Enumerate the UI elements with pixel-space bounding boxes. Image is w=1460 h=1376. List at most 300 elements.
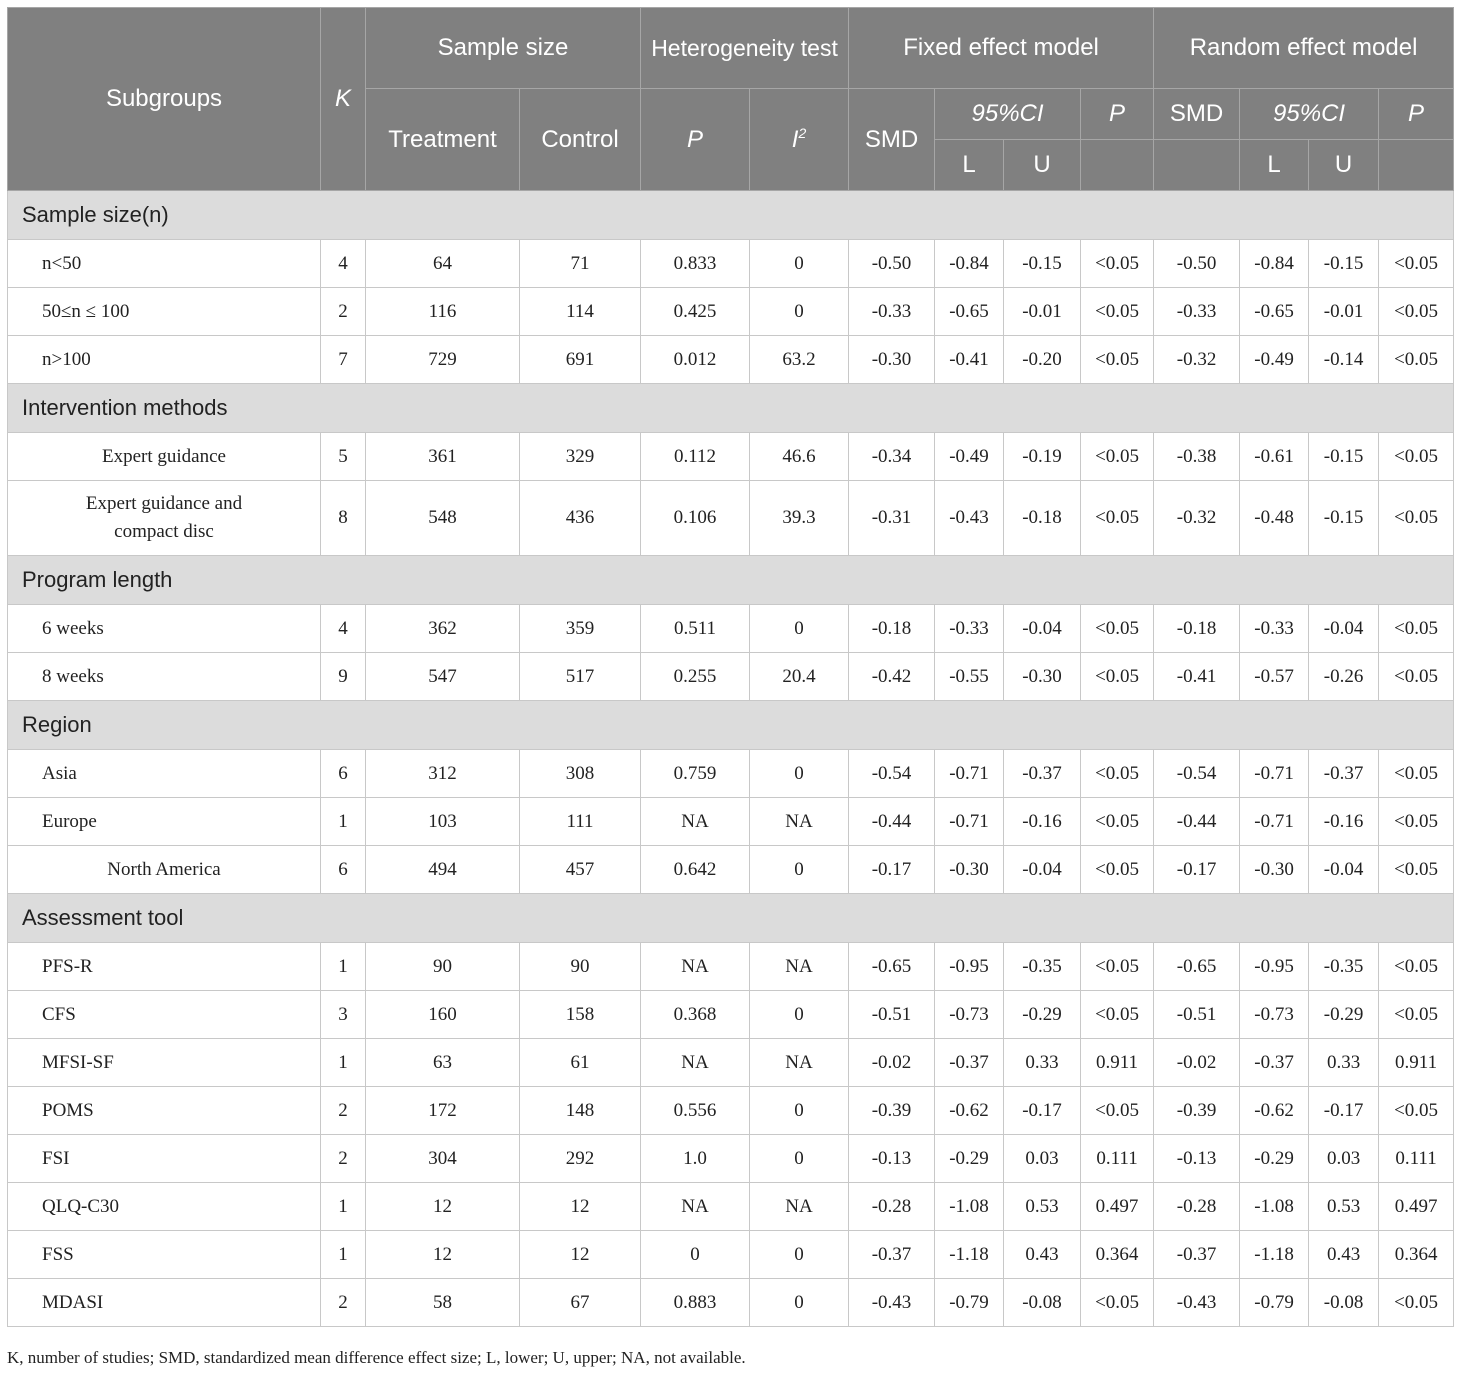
- table-row: [8, 653, 1454, 701]
- subgroup-label: QLQ-C30: [8, 1183, 321, 1231]
- cell-treatment: 12: [366, 1231, 520, 1279]
- section-header-row: [8, 701, 1454, 750]
- cell-treatment: 160: [366, 991, 520, 1039]
- cell-het-p: 1.0: [641, 1135, 750, 1183]
- cell-i2: 0: [750, 240, 849, 288]
- cell-r-l: -0.29: [1240, 1135, 1309, 1183]
- cell-f-u: -0.16: [1004, 798, 1081, 846]
- cell-f-l: -0.95: [935, 943, 1004, 991]
- cell-het-p: NA: [641, 1183, 750, 1231]
- cell-r-u: -0.17: [1309, 1087, 1379, 1135]
- cell-r-u: -0.15: [1309, 433, 1379, 481]
- table-footnote: K, number of studies; SMD, standardized mean difference effect size; L, lower; U, upper; NA, not available.: [7, 1348, 746, 1367]
- cell-f-l: -0.73: [935, 991, 1004, 1039]
- cell-f-u: -0.30: [1004, 653, 1081, 701]
- header-i2: [750, 89, 849, 191]
- cell-f-l: -1.18: [935, 1231, 1004, 1279]
- cell-f-l: -0.49: [935, 433, 1004, 481]
- cell-k: 2: [321, 1279, 366, 1327]
- section-header-row: [8, 191, 1454, 240]
- cell-f-u: -0.20: [1004, 336, 1081, 384]
- table-row: [8, 1039, 1454, 1087]
- header-random-upper: U: [1309, 140, 1379, 191]
- cell-i2: 63.2: [750, 336, 849, 384]
- cell-r-smd: -0.17: [1154, 846, 1240, 894]
- section-title: Sample size(n): [8, 191, 1454, 240]
- cell-control: 292: [520, 1135, 641, 1183]
- cell-f-u: -0.15: [1004, 240, 1081, 288]
- cell-i2: 0: [750, 1231, 849, 1279]
- cell-f-smd: -0.33: [849, 288, 935, 336]
- cell-f-smd: -0.65: [849, 943, 935, 991]
- cell-f-u: 0.03: [1004, 1135, 1081, 1183]
- header-random-smd: SMD: [1154, 89, 1240, 140]
- subgroup-label: MDASI: [8, 1279, 321, 1327]
- cell-r-u: -0.26: [1309, 653, 1379, 701]
- subgroup-label: Expert guidance and compact disc: [8, 481, 321, 556]
- table-row: [8, 1135, 1454, 1183]
- cell-control: 691: [520, 336, 641, 384]
- cell-r-p: <0.05: [1379, 288, 1454, 336]
- cell-f-l: -0.37: [935, 1039, 1004, 1087]
- cell-k: 1: [321, 943, 366, 991]
- subgroup-label: Europe: [8, 798, 321, 846]
- table-body: [8, 191, 1454, 1327]
- header-treatment: Treatment: [366, 89, 520, 191]
- cell-i2: 20.4: [750, 653, 849, 701]
- header-random-lower: L: [1240, 140, 1309, 191]
- cell-r-l: -1.08: [1240, 1183, 1309, 1231]
- cell-k: 1: [321, 798, 366, 846]
- cell-r-u: -0.15: [1309, 240, 1379, 288]
- cell-control: 71: [520, 240, 641, 288]
- cell-f-l: -0.33: [935, 605, 1004, 653]
- cell-r-p: <0.05: [1379, 240, 1454, 288]
- cell-r-u: -0.04: [1309, 605, 1379, 653]
- subgroup-label: n<50: [8, 240, 321, 288]
- cell-treatment: 172: [366, 1087, 520, 1135]
- cell-control: 114: [520, 288, 641, 336]
- cell-r-smd: -0.39: [1154, 1087, 1240, 1135]
- cell-f-p: <0.05: [1081, 991, 1154, 1039]
- cell-f-u: 0.33: [1004, 1039, 1081, 1087]
- cell-i2: 0: [750, 1279, 849, 1327]
- header-random-effect-model: Random effect model: [1154, 8, 1454, 89]
- cell-r-u: -0.35: [1309, 943, 1379, 991]
- header-fixed-upper: U: [1004, 140, 1081, 191]
- cell-control: 148: [520, 1087, 641, 1135]
- cell-r-smd: -0.54: [1154, 750, 1240, 798]
- section-title: Region: [8, 701, 1454, 750]
- cell-f-smd: -0.44: [849, 798, 935, 846]
- cell-f-smd: -0.17: [849, 846, 935, 894]
- cell-control: 517: [520, 653, 641, 701]
- cell-f-p: <0.05: [1081, 288, 1154, 336]
- cell-r-smd: -0.38: [1154, 433, 1240, 481]
- cell-control: 90: [520, 943, 641, 991]
- header-i2-letter: I: [791, 126, 799, 153]
- cell-het-p: 0: [641, 1231, 750, 1279]
- cell-i2: 0: [750, 846, 849, 894]
- subgroup-label: FSS: [8, 1231, 321, 1279]
- cell-het-p: NA: [641, 943, 750, 991]
- cell-i2: 0: [750, 1087, 849, 1135]
- cell-r-u: 0.03: [1309, 1135, 1379, 1183]
- cell-f-smd: -0.18: [849, 605, 935, 653]
- header-random-p: P: [1379, 89, 1454, 140]
- cell-r-p: <0.05: [1379, 605, 1454, 653]
- cell-control: 67: [520, 1279, 641, 1327]
- header-control: Control: [520, 89, 641, 191]
- cell-r-l: -0.84: [1240, 240, 1309, 288]
- cell-f-u: -0.35: [1004, 943, 1081, 991]
- cell-r-smd: -0.33: [1154, 288, 1240, 336]
- cell-f-l: -0.43: [935, 481, 1004, 556]
- cell-f-l: -0.84: [935, 240, 1004, 288]
- cell-r-smd: -0.50: [1154, 240, 1240, 288]
- subgroup-label: n>100: [8, 336, 321, 384]
- table-row: [8, 433, 1454, 481]
- subgroup-label: Asia: [8, 750, 321, 798]
- header-random-p-spacer: [1379, 140, 1454, 191]
- cell-het-p: 0.883: [641, 1279, 750, 1327]
- cell-k: 1: [321, 1183, 366, 1231]
- cell-k: 1: [321, 1039, 366, 1087]
- cell-i2: 0: [750, 991, 849, 1039]
- cell-f-smd: -0.51: [849, 991, 935, 1039]
- cell-i2: NA: [750, 1039, 849, 1087]
- cell-het-p: 0.255: [641, 653, 750, 701]
- cell-r-p: <0.05: [1379, 798, 1454, 846]
- cell-r-u: -0.01: [1309, 288, 1379, 336]
- cell-r-l: -0.65: [1240, 288, 1309, 336]
- table-header: [8, 8, 1454, 191]
- table-row: [8, 750, 1454, 798]
- cell-i2: NA: [750, 943, 849, 991]
- cell-f-smd: -0.42: [849, 653, 935, 701]
- cell-r-smd: -0.44: [1154, 798, 1240, 846]
- header-sample-size: Sample size: [366, 8, 641, 89]
- cell-k: 8: [321, 481, 366, 556]
- table-row: [8, 288, 1454, 336]
- cell-r-p: 0.111: [1379, 1135, 1454, 1183]
- cell-het-p: 0.511: [641, 605, 750, 653]
- cell-treatment: 494: [366, 846, 520, 894]
- section-title: Intervention methods: [8, 384, 1454, 433]
- section-header-row: [8, 894, 1454, 943]
- cell-treatment: 63: [366, 1039, 520, 1087]
- subgroup-label: MFSI-SF: [8, 1039, 321, 1087]
- cell-f-p: <0.05: [1081, 433, 1154, 481]
- cell-f-smd: -0.31: [849, 481, 935, 556]
- cell-f-p: 0.364: [1081, 1231, 1154, 1279]
- cell-r-l: -0.71: [1240, 750, 1309, 798]
- cell-r-p: <0.05: [1379, 943, 1454, 991]
- cell-i2: NA: [750, 798, 849, 846]
- cell-i2: 0: [750, 288, 849, 336]
- cell-f-l: -0.71: [935, 750, 1004, 798]
- cell-f-p: <0.05: [1081, 1087, 1154, 1135]
- cell-het-p: 0.368: [641, 991, 750, 1039]
- cell-r-smd: -0.41: [1154, 653, 1240, 701]
- cell-f-smd: -0.37: [849, 1231, 935, 1279]
- subgroup-label: PFS-R: [8, 943, 321, 991]
- cell-k: 6: [321, 750, 366, 798]
- cell-r-l: -0.57: [1240, 653, 1309, 701]
- cell-control: 457: [520, 846, 641, 894]
- cell-het-p: 0.425: [641, 288, 750, 336]
- cell-f-u: -0.04: [1004, 846, 1081, 894]
- subgroup-label: Expert guidance: [8, 433, 321, 481]
- cell-k: 4: [321, 605, 366, 653]
- cell-r-l: -0.62: [1240, 1087, 1309, 1135]
- cell-treatment: 304: [366, 1135, 520, 1183]
- cell-r-p: <0.05: [1379, 481, 1454, 556]
- cell-f-l: -0.30: [935, 846, 1004, 894]
- cell-f-u: -0.18: [1004, 481, 1081, 556]
- cell-r-p: <0.05: [1379, 1087, 1454, 1135]
- cell-r-l: -0.33: [1240, 605, 1309, 653]
- subgroup-label: FSI: [8, 1135, 321, 1183]
- cell-k: 2: [321, 1087, 366, 1135]
- cell-r-p: 0.364: [1379, 1231, 1454, 1279]
- cell-f-u: -0.19: [1004, 433, 1081, 481]
- cell-r-smd: -0.32: [1154, 481, 1240, 556]
- cell-r-l: -0.49: [1240, 336, 1309, 384]
- cell-f-p: <0.05: [1081, 846, 1154, 894]
- cell-r-p: <0.05: [1379, 750, 1454, 798]
- table-row: [8, 336, 1454, 384]
- cell-het-p: 0.112: [641, 433, 750, 481]
- cell-f-u: -0.17: [1004, 1087, 1081, 1135]
- cell-treatment: 361: [366, 433, 520, 481]
- cell-r-l: -0.37: [1240, 1039, 1309, 1087]
- header-fixed-p: P: [1081, 89, 1154, 140]
- cell-control: 111: [520, 798, 641, 846]
- table-row: [8, 240, 1454, 288]
- header-het-p: P: [641, 89, 750, 191]
- subgroup-label: 6 weeks: [8, 605, 321, 653]
- table-container: [7, 7, 1453, 1327]
- cell-k: 2: [321, 1135, 366, 1183]
- cell-r-l: -0.73: [1240, 991, 1309, 1039]
- cell-r-smd: -0.18: [1154, 605, 1240, 653]
- table-row: [8, 991, 1454, 1039]
- header-fixed-effect-model: Fixed effect model: [849, 8, 1154, 89]
- cell-f-smd: -0.28: [849, 1183, 935, 1231]
- cell-f-u: 0.53: [1004, 1183, 1081, 1231]
- cell-treatment: 116: [366, 288, 520, 336]
- section-title: Assessment tool: [8, 894, 1454, 943]
- subgroup-label: 50≤n ≤ 100: [8, 288, 321, 336]
- cell-treatment: 362: [366, 605, 520, 653]
- cell-f-p: <0.05: [1081, 336, 1154, 384]
- cell-f-l: -0.79: [935, 1279, 1004, 1327]
- cell-r-p: <0.05: [1379, 653, 1454, 701]
- cell-treatment: 58: [366, 1279, 520, 1327]
- cell-f-l: -0.71: [935, 798, 1004, 846]
- cell-treatment: 312: [366, 750, 520, 798]
- header-heterogeneity-test: Heterogeneity test: [641, 8, 849, 89]
- cell-het-p: 0.012: [641, 336, 750, 384]
- cell-r-u: -0.16: [1309, 798, 1379, 846]
- cell-f-l: -0.65: [935, 288, 1004, 336]
- section-header-row: [8, 384, 1454, 433]
- cell-f-p: <0.05: [1081, 653, 1154, 701]
- cell-het-p: 0.556: [641, 1087, 750, 1135]
- cell-control: 436: [520, 481, 641, 556]
- table-row: [8, 1279, 1454, 1327]
- cell-f-u: 0.43: [1004, 1231, 1081, 1279]
- cell-control: 308: [520, 750, 641, 798]
- header-random-95ci: 95%CI: [1240, 89, 1379, 140]
- cell-f-p: <0.05: [1081, 605, 1154, 653]
- cell-i2: NA: [750, 1183, 849, 1231]
- cell-f-p: <0.05: [1081, 798, 1154, 846]
- cell-f-smd: -0.43: [849, 1279, 935, 1327]
- cell-f-u: -0.29: [1004, 991, 1081, 1039]
- cell-treatment: 64: [366, 240, 520, 288]
- cell-r-p: 0.497: [1379, 1183, 1454, 1231]
- cell-treatment: 12: [366, 1183, 520, 1231]
- header-fixed-smd: SMD: [849, 89, 935, 191]
- cell-k: 9: [321, 653, 366, 701]
- cell-treatment: 548: [366, 481, 520, 556]
- table-row: [8, 846, 1454, 894]
- cell-het-p: 0.642: [641, 846, 750, 894]
- cell-treatment: 103: [366, 798, 520, 846]
- header-fixed-95ci: 95%CI: [935, 89, 1081, 140]
- header-random-smd-spacer: [1154, 140, 1240, 191]
- cell-i2: 0: [750, 605, 849, 653]
- cell-het-p: 0.106: [641, 481, 750, 556]
- cell-r-smd: -0.37: [1154, 1231, 1240, 1279]
- cell-f-smd: -0.02: [849, 1039, 935, 1087]
- subgroup-label: POMS: [8, 1087, 321, 1135]
- subgroup-label: 8 weeks: [8, 653, 321, 701]
- cell-r-p: <0.05: [1379, 991, 1454, 1039]
- cell-k: 3: [321, 991, 366, 1039]
- cell-i2: 46.6: [750, 433, 849, 481]
- cell-r-l: -0.79: [1240, 1279, 1309, 1327]
- cell-r-l: -0.30: [1240, 846, 1309, 894]
- cell-f-smd: -0.30: [849, 336, 935, 384]
- cell-r-l: -0.95: [1240, 943, 1309, 991]
- cell-f-smd: -0.34: [849, 433, 935, 481]
- cell-f-p: <0.05: [1081, 240, 1154, 288]
- cell-treatment: 90: [366, 943, 520, 991]
- cell-k: 1: [321, 1231, 366, 1279]
- table-row: [8, 1087, 1454, 1135]
- table-row: [8, 1231, 1454, 1279]
- cell-r-u: -0.14: [1309, 336, 1379, 384]
- cell-control: 158: [520, 991, 641, 1039]
- subgroup-analysis-table: [7, 7, 1454, 1327]
- header-k: K: [321, 8, 366, 191]
- cell-f-smd: -0.50: [849, 240, 935, 288]
- section-header-row: [8, 556, 1454, 605]
- cell-f-p: 0.111: [1081, 1135, 1154, 1183]
- cell-f-u: -0.04: [1004, 605, 1081, 653]
- cell-control: 61: [520, 1039, 641, 1087]
- table-row: [8, 943, 1454, 991]
- table-row: [8, 798, 1454, 846]
- cell-r-u: -0.15: [1309, 481, 1379, 556]
- cell-control: 12: [520, 1183, 641, 1231]
- cell-f-l: -1.08: [935, 1183, 1004, 1231]
- cell-r-smd: -0.32: [1154, 336, 1240, 384]
- cell-r-u: 0.53: [1309, 1183, 1379, 1231]
- cell-r-smd: -0.51: [1154, 991, 1240, 1039]
- cell-f-smd: -0.54: [849, 750, 935, 798]
- cell-r-smd: -0.02: [1154, 1039, 1240, 1087]
- header-fixed-lower: L: [935, 140, 1004, 191]
- cell-r-smd: -0.13: [1154, 1135, 1240, 1183]
- cell-f-u: -0.37: [1004, 750, 1081, 798]
- cell-r-p: 0.911: [1379, 1039, 1454, 1087]
- table-row: [8, 605, 1454, 653]
- cell-r-smd: -0.65: [1154, 943, 1240, 991]
- cell-treatment: 729: [366, 336, 520, 384]
- cell-f-smd: -0.13: [849, 1135, 935, 1183]
- subgroup-label: CFS: [8, 991, 321, 1039]
- cell-r-u: -0.37: [1309, 750, 1379, 798]
- cell-i2: 0: [750, 750, 849, 798]
- cell-k: 6: [321, 846, 366, 894]
- cell-f-l: -0.41: [935, 336, 1004, 384]
- cell-r-p: <0.05: [1379, 433, 1454, 481]
- cell-r-u: 0.33: [1309, 1039, 1379, 1087]
- cell-k: 5: [321, 433, 366, 481]
- header-i2-superscript: 2: [798, 125, 807, 141]
- cell-control: 359: [520, 605, 641, 653]
- cell-i2: 39.3: [750, 481, 849, 556]
- cell-het-p: NA: [641, 798, 750, 846]
- cell-r-u: 0.43: [1309, 1231, 1379, 1279]
- cell-k: 7: [321, 336, 366, 384]
- cell-r-l: -0.61: [1240, 433, 1309, 481]
- cell-het-p: 0.833: [641, 240, 750, 288]
- header-subgroups: Subgroups: [8, 8, 321, 191]
- section-title: Program length: [8, 556, 1454, 605]
- table-row: [8, 481, 1454, 556]
- cell-f-p: <0.05: [1081, 1279, 1154, 1327]
- cell-r-p: <0.05: [1379, 846, 1454, 894]
- cell-f-u: -0.01: [1004, 288, 1081, 336]
- cell-r-smd: -0.28: [1154, 1183, 1240, 1231]
- cell-k: 2: [321, 288, 366, 336]
- cell-f-l: -0.29: [935, 1135, 1004, 1183]
- cell-f-p: 0.911: [1081, 1039, 1154, 1087]
- cell-f-smd: -0.39: [849, 1087, 935, 1135]
- cell-r-smd: -0.43: [1154, 1279, 1240, 1327]
- subgroup-label: North America: [8, 846, 321, 894]
- cell-f-p: <0.05: [1081, 481, 1154, 556]
- cell-f-p: 0.497: [1081, 1183, 1154, 1231]
- cell-f-p: <0.05: [1081, 943, 1154, 991]
- cell-treatment: 547: [366, 653, 520, 701]
- cell-r-p: <0.05: [1379, 1279, 1454, 1327]
- cell-r-u: -0.04: [1309, 846, 1379, 894]
- cell-r-u: -0.29: [1309, 991, 1379, 1039]
- cell-r-u: -0.08: [1309, 1279, 1379, 1327]
- cell-k: 4: [321, 240, 366, 288]
- cell-r-l: -1.18: [1240, 1231, 1309, 1279]
- cell-i2: 0: [750, 1135, 849, 1183]
- cell-r-p: <0.05: [1379, 336, 1454, 384]
- cell-r-l: -0.71: [1240, 798, 1309, 846]
- cell-f-p: <0.05: [1081, 750, 1154, 798]
